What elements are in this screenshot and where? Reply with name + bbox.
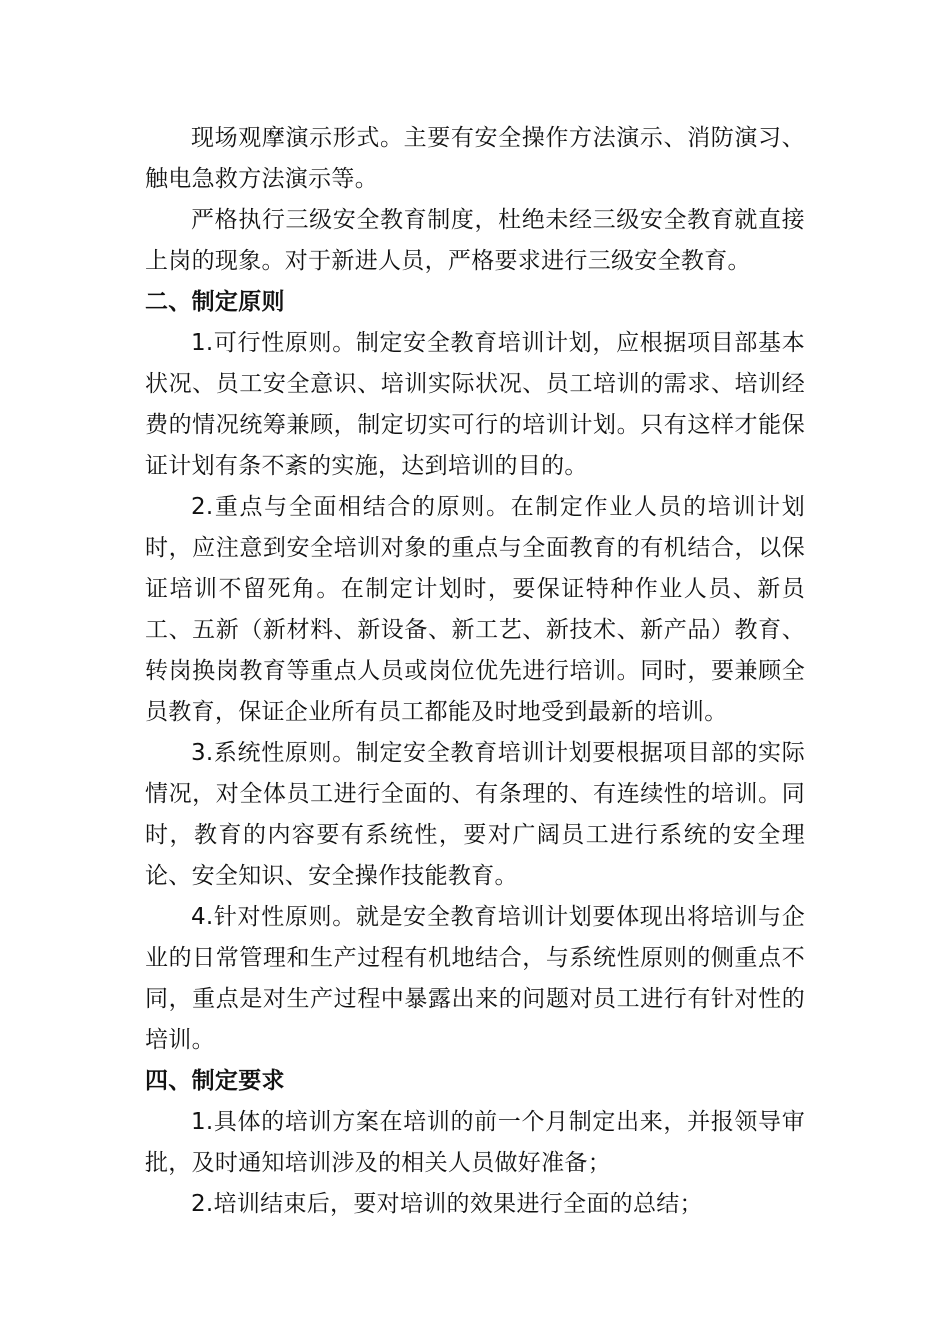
- section-heading-principles: 二、制定原则: [145, 289, 285, 315]
- paragraph-key-and-overall-principle: 2.重点与全面相结合的原则。在制定作业人员的培训计划时，应注意到安全培训对象的重点与全面教育的有机结合，以保证培训不留死角。在制定计划时，要保证特种作业人员、新员工、五新（新材料、新设备、新工艺、新技术、新产品）教育、转岗换岗教育等重点人员或岗位优先进行培训。同时，要兼顾全员教育，保证企业所有员工都能及时地受到最新的培训。: [145, 494, 805, 725]
- section-heading-requirements: 四、制定要求: [145, 1068, 285, 1094]
- paragraph-targeted-principle: 4.针对性原则。就是安全教育培训计划要体现出将培训与企业的日常管理和生产过程有机地结合，与系统性原则的侧重点不同，重点是对生产过程中暴露出来的问题对员工进行有针对性的培训。: [145, 904, 805, 1053]
- paragraph-requirement-2: 2.培训结束后，要对培训的效果进行全面的总结；: [191, 1191, 703, 1217]
- paragraph-systematic-principle: 3.系统性原则。制定安全教育培训计划要根据项目部的实际情况，对全体员工进行全面的、有条理的、有连续性的培训。同时，教育的内容要有系统性，要对广阔员工进行系统的安全理论、安全知识、安全操作技能教育。: [145, 740, 805, 889]
- paragraph-feasibility-principle: 1.可行性原则。制定安全教育培训计划，应根据项目部基本状况、员工安全意识、培训实际状况、员工培训的需求、培训经费的情况统筹兼顾，制定切实可行的培训计划。只有这样才能保证计划有条不紊的实施，达到培训的目的。: [145, 330, 805, 479]
- paragraph-three-level-education: 严格执行三级安全教育制度，杜绝未经三级安全教育就直接上岗的现象。对于新进人员，严格要求进行三级安全教育。: [145, 207, 805, 274]
- paragraph-demonstration-forms: 现场观摩演示形式。主要有安全操作方法演示、消防演习、触电急救方法演示等。: [145, 125, 805, 192]
- paragraph-requirement-1: 1.具体的培训方案在培训的前一个月制定出来，并报领导审批，及时通知培训涉及的相关人员做好准备；: [145, 1109, 805, 1176]
- document-body: [145, 118, 805, 1225]
